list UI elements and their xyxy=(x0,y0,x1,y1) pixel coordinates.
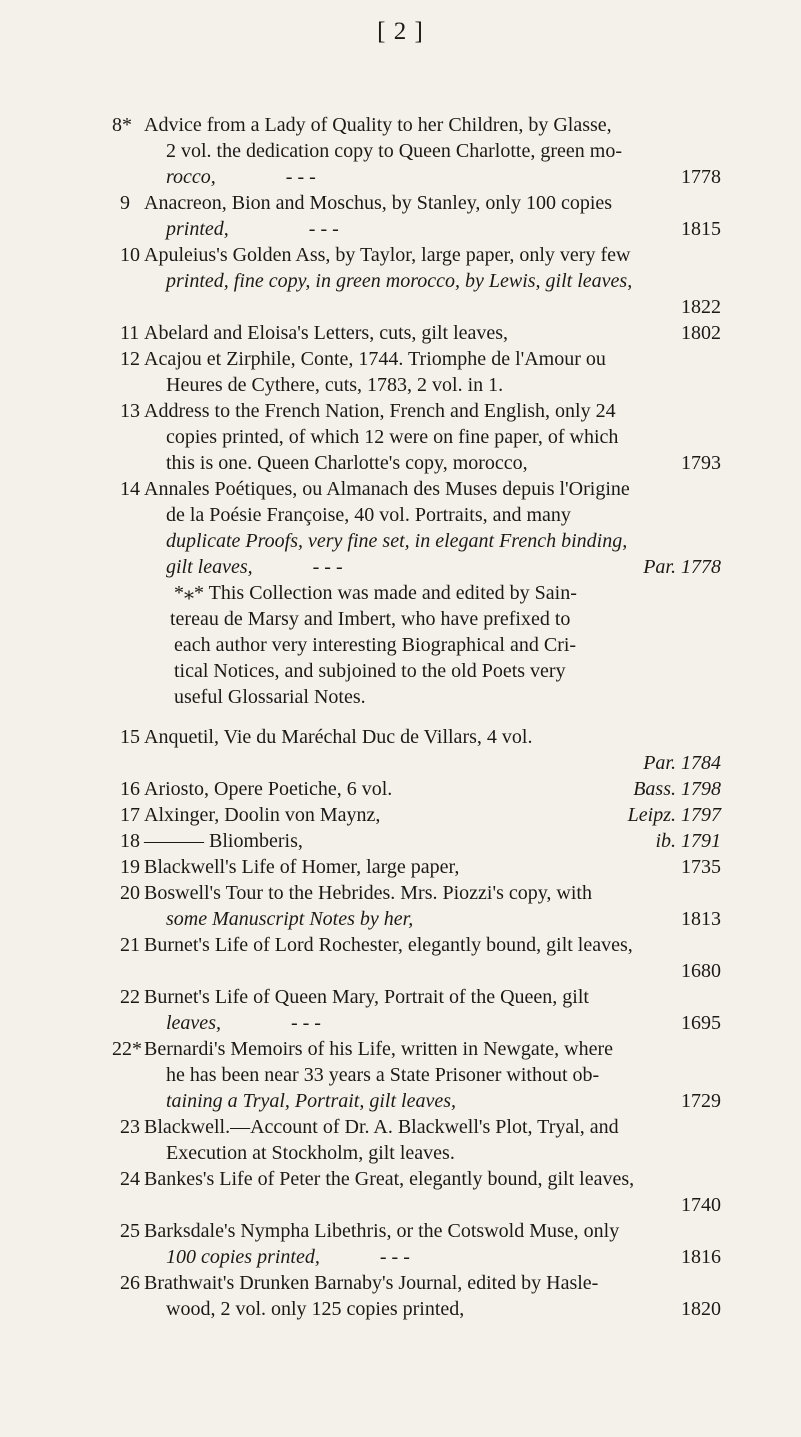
entry-number: 11 xyxy=(120,322,140,344)
entry-line: Heures de Cythere, cuts, 1783, 2 vol. in 1. xyxy=(166,374,504,396)
entry-line: Blackwell.—Account of Dr. A. Blackwell's Plot, Tryal, and xyxy=(144,1116,619,1138)
list-item xyxy=(0,242,801,320)
entry-line: Barksdale's Nympha Libethris, or the Cotswold Muse, only xyxy=(144,1220,620,1242)
entry-line: Burnet's Life of Queen Mary, Portrait of the Queen, gilt xyxy=(144,986,589,1008)
entry-line: Abelard and Eloisa's Letters, cuts, gilt leaves, 1802 xyxy=(144,322,721,344)
entry-year: 1740 xyxy=(681,1194,721,1216)
page-number: [ 2 ] xyxy=(377,18,424,45)
entry-line: Annales Poétiques, ou Almanach des Muses depuis l'Origine xyxy=(144,478,630,500)
entry-line: Brathwait's Drunken Barnaby's Journal, edited by Hasle- xyxy=(144,1272,599,1294)
entry-number: 10 xyxy=(120,244,140,266)
entry-line: Anquetil, Vie du Maréchal Duc de Villars, 4 vol. xyxy=(144,726,533,748)
entry-line: duplicate Proofs, very fine set, in elegant French binding, xyxy=(166,530,628,552)
note-line: useful Glossarial Notes. xyxy=(174,686,366,708)
list-item xyxy=(0,776,801,802)
list-item xyxy=(0,1218,801,1270)
entry-line: wood, 2 vol. only 125 copies printed, 1820 xyxy=(166,1298,721,1320)
list-item xyxy=(0,398,801,476)
entry-line: Execution at Stockholm, gilt leaves. xyxy=(166,1142,455,1164)
entry-line: Alxinger, Doolin von Maynz, Leipz. 1797 xyxy=(144,804,721,826)
note-line: tical Notices, and subjoined to the old Poets very xyxy=(174,660,566,682)
list-item xyxy=(0,854,801,880)
entry-year: 1680 xyxy=(681,960,721,982)
entry-line: rocco, - - - 1778 xyxy=(166,166,721,188)
entry-number: 13 xyxy=(120,400,140,422)
entry-number: 8* xyxy=(112,114,132,136)
list-item xyxy=(0,476,801,580)
list-item xyxy=(0,346,801,398)
entry-list xyxy=(0,112,801,1322)
entry-number: 9 xyxy=(120,192,130,214)
entry-year: 1822 xyxy=(681,296,721,318)
list-item xyxy=(0,724,801,776)
entry-number: 16 xyxy=(120,778,140,800)
entry-line: printed, fine copy, in green morocco, by Lewis, gilt leaves, xyxy=(166,270,633,292)
entry-line: 100 copies printed, - - - 1816 xyxy=(166,1246,721,1268)
entry-line: Advice from a Lady of Quality to her Children, by Glasse, xyxy=(144,114,612,136)
list-item xyxy=(0,112,801,190)
entry-line: Burnet's Life of Lord Rochester, elegantly bound, gilt leaves, xyxy=(144,934,633,956)
entry-number: 21 xyxy=(120,934,140,956)
entry-year: Par. 1784 xyxy=(643,752,721,774)
entry-line: some Manuscript Notes by her, 1813 xyxy=(166,908,721,930)
entry-line: Acajou et Zirphile, Conte, 1744. Triomphe de l'Amour ou xyxy=(144,348,606,370)
entry-line: copies printed, of which 12 were on fine paper, of which xyxy=(166,426,619,448)
entry-line: Address to the French Nation, French and English, only 24 xyxy=(144,400,616,422)
list-item xyxy=(0,1114,801,1166)
list-item xyxy=(0,802,801,828)
list-item xyxy=(0,1166,801,1218)
entry-number: 26 xyxy=(120,1272,140,1294)
entry-number: 12 xyxy=(120,348,140,370)
entry-number: 19 xyxy=(120,856,140,878)
list-item xyxy=(0,320,801,346)
entry-line: Apuleius's Golden Ass, by Taylor, large paper, only very few xyxy=(144,244,631,266)
entry-line: taining a Tryal, Portrait, gilt leaves, 1729 xyxy=(166,1090,721,1112)
entry-number: 20 xyxy=(120,882,140,904)
entry-number: 25 xyxy=(120,1220,140,1242)
asterism: *⁎* xyxy=(174,582,204,604)
list-item xyxy=(0,1270,801,1322)
entry-line: Blackwell's Life of Homer, large paper, 1735 xyxy=(144,856,721,878)
entry-line: he has been near 33 years a State Prisoner without ob- xyxy=(166,1064,600,1086)
list-item xyxy=(0,190,801,242)
entry-line: Bernardi's Memoirs of his Life, written in Newgate, where xyxy=(144,1038,614,1060)
entry-line: printed, - - - 1815 xyxy=(166,218,721,240)
entry-number: 24 xyxy=(120,1168,140,1190)
entry-number: 23 xyxy=(120,1116,140,1138)
list-item xyxy=(0,828,801,854)
entry-number: 22 xyxy=(120,986,140,1008)
entry-line: 2 vol. the dedication copy to Queen Charlotte, green mo- xyxy=(166,140,622,162)
note-line: each author very interesting Biographical and Cri- xyxy=(174,634,577,656)
list-item xyxy=(0,880,801,932)
entry-line: Ariosto, Opere Poetiche, 6 vol. Bass. 1798 xyxy=(144,778,721,800)
entry-line: Anacreon, Bion and Moschus, by Stanley, only 100 copies xyxy=(144,192,613,214)
entry-line: gilt leaves, - - - Par. 1778 xyxy=(166,556,721,578)
entry-number: 18 xyxy=(120,830,140,852)
editorial-note xyxy=(0,580,801,710)
entry-line: Boswell's Tour to the Hebrides. Mrs. Piozzi's copy, with xyxy=(144,882,592,904)
entry-number: 15 xyxy=(120,726,140,748)
list-item xyxy=(0,932,801,984)
entry-number: 22* xyxy=(112,1038,142,1060)
note-line: *⁎* This Collection was made and edited by Sain- xyxy=(174,582,577,604)
entry-number: 17 xyxy=(120,804,140,826)
entry-line: de la Poésie Françoise, 40 vol. Portraits, and many xyxy=(166,504,571,526)
list-item xyxy=(0,1036,801,1114)
entry-line: this is one. Queen Charlotte's copy, morocco, 1793 xyxy=(166,452,721,474)
note-line: tereau de Marsy and Imbert, who have prefixed to xyxy=(170,608,571,630)
entry-number: 14 xyxy=(120,478,140,500)
entry-line: Bankes's Life of Peter the Great, elegantly bound, gilt leaves, xyxy=(144,1168,635,1190)
entry-line: leaves, - - - 1695 xyxy=(166,1012,721,1034)
list-item xyxy=(0,984,801,1036)
entry-line: ——— Bliomberis, ib. 1791 xyxy=(144,830,721,852)
